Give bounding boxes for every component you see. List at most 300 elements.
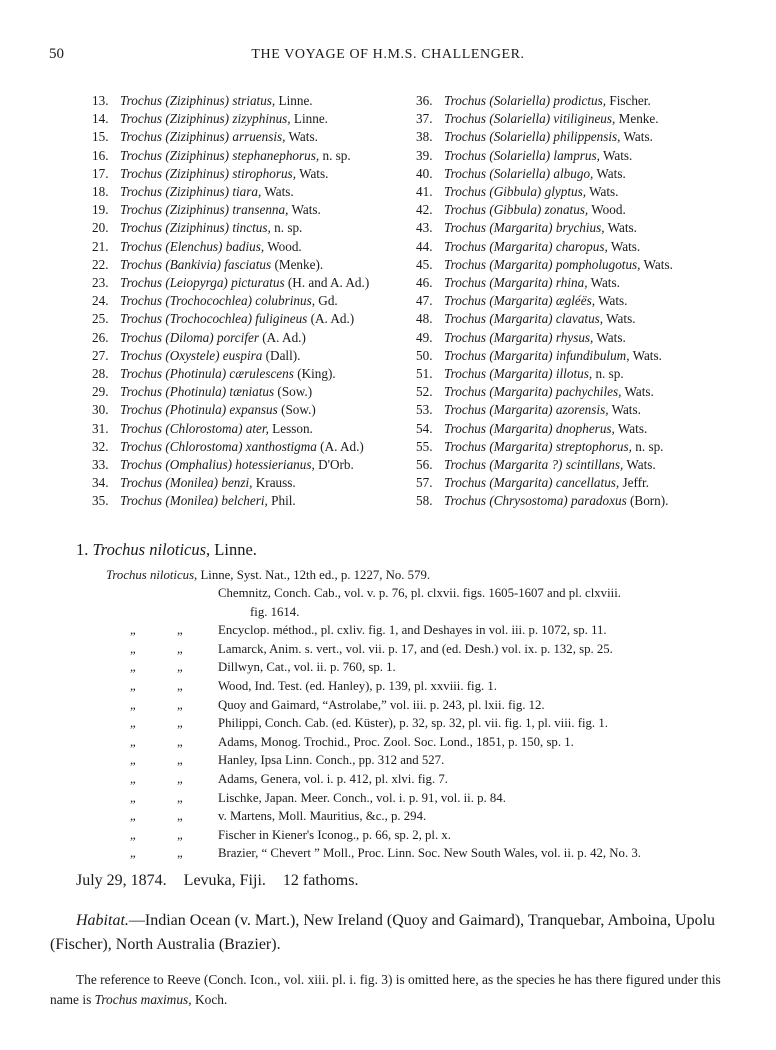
species-genus: Trochus: [444, 256, 487, 272]
synonymy-reference-text: Fischer in Kiener's Iconog., p. 66, sp. 2, pl. x.: [218, 827, 451, 842]
species-author: Wats.: [617, 420, 648, 436]
species-genus: Trochus: [120, 111, 163, 127]
species-subgenus: (Chlorostoma): [165, 438, 243, 454]
habitat-label: Habitat.: [76, 912, 129, 929]
species-name: [120, 292, 338, 310]
species-name: [444, 401, 641, 419]
synonymy-reference-text: Quoy and Gaimard, “Astrolabe,” vol. iii. p. 243, pl. lxii. fig. 12.: [218, 697, 545, 712]
synonymy-reference-text: Lischke, Japan. Meer. Conch., vol. i. p. 91, vol. ii. p. 84.: [218, 790, 506, 805]
synonymy-reference: [218, 770, 732, 789]
species-number: 26.: [92, 329, 109, 345]
species-number: 33.: [92, 457, 109, 473]
note-species: Trochus maximus,: [94, 991, 192, 1007]
species-author: Wats.: [611, 402, 641, 418]
synonymy-reference: [218, 733, 732, 752]
species-author: (Menke).: [274, 256, 324, 272]
species-genus: Trochus: [444, 111, 487, 127]
species-number: 31.: [92, 420, 109, 436]
species-number: 57.: [416, 475, 433, 491]
species-epithet: scintillans,: [565, 457, 624, 473]
synonymy-entry: [0, 677, 776, 696]
species-name: [444, 474, 649, 492]
species-genus: Trochus: [120, 202, 163, 218]
species-subgenus: (Solariella): [489, 165, 551, 181]
species-genus: Trochus: [120, 275, 163, 291]
species-name: [444, 492, 668, 510]
species-genus: Trochus: [444, 457, 487, 473]
species-entry: [92, 329, 414, 347]
note-paragraph: [50, 970, 740, 1009]
species-epithet: belcheri,: [221, 493, 268, 509]
ditto-mark: „: [130, 716, 136, 731]
species-genus: Trochus: [444, 202, 487, 218]
habitat-text: —Indian Ocean (v. Mart.), New Ireland (Quoy and Gaimard), Tranquebar, Amboina, Upolu (Fischer), North Australia (Brazier).: [50, 912, 716, 953]
ditto-mark: „: [130, 660, 136, 675]
species-genus: Trochus: [120, 366, 163, 382]
species-number: 50.: [416, 347, 433, 363]
species-genus: Trochus: [444, 384, 487, 400]
species-epithet: glyptus,: [544, 184, 587, 200]
species-entry: [92, 110, 414, 128]
species-entry: [92, 147, 414, 165]
species-subgenus: (Margarita): [489, 420, 553, 436]
species-subgenus: (Trochocochlea): [165, 311, 252, 327]
species-entry: [92, 256, 414, 274]
species-genus: Trochus: [444, 420, 487, 436]
species-name: [444, 347, 662, 365]
species-subgenus: (Margarita): [489, 366, 553, 382]
species-epithet: benzi,: [221, 475, 253, 491]
species-number: 46.: [416, 275, 433, 291]
species-epithet: cærulescens: [229, 366, 294, 382]
species-author: n. sp.: [595, 366, 624, 382]
species-number: 23.: [92, 275, 109, 291]
ditto-mark: „: [177, 660, 183, 675]
species-author: (H. and A. Ad.): [287, 275, 370, 291]
species-author: (Sow.): [277, 384, 313, 400]
species-genus: Trochus: [444, 147, 487, 163]
synonymy-reference: [218, 696, 732, 715]
species-number: 18.: [92, 184, 109, 200]
ditto-mark: „: [130, 846, 136, 861]
species-epithet: prodictus,: [553, 93, 607, 108]
synonymy-first-name: Trochus niloticus,: [106, 568, 198, 582]
species-author: Phil.: [271, 493, 296, 509]
synonymy-reference-text: Chemnitz, Conch. Cab., vol. v. p. 76, pl. clxvii. figs. 1605-1607 and pl. clxviii.: [218, 586, 621, 600]
species-name: [444, 438, 663, 456]
ditto-mark: „: [177, 641, 183, 656]
species-number: 13.: [92, 93, 109, 108]
species-name: [444, 383, 654, 401]
species-genus: Trochus: [444, 366, 487, 382]
species-name: [120, 201, 321, 219]
species-number: 17.: [92, 165, 109, 181]
species-subgenus: (Photinula): [165, 384, 227, 400]
species-subgenus: (Solariella): [489, 111, 551, 127]
species-author: n. sp.: [635, 438, 664, 454]
species-name: [120, 329, 306, 347]
ditto-mark: „: [130, 641, 136, 656]
species-entry: [92, 92, 414, 110]
synonymy-reference: [218, 789, 732, 808]
species-epithet: tinctus,: [232, 220, 271, 236]
synonymy-reference-text: Encyclop. méthod., pl. cxliv. fig. 1, and Deshayes in vol. iii. p. 1072, sp. 11.: [218, 623, 607, 638]
synonymy-entry: [0, 621, 776, 640]
species-epithet: philippensis,: [553, 129, 621, 145]
species-name: [120, 128, 318, 146]
section-title: [76, 540, 257, 560]
species-number: 53.: [416, 402, 433, 418]
species-entry: [92, 128, 414, 146]
species-genus: Trochus: [120, 293, 163, 309]
species-entry: [92, 183, 414, 201]
species-number: 45.: [416, 256, 433, 272]
synonymy-reference: [218, 751, 732, 770]
synonymy-reference: [218, 677, 732, 696]
species-subgenus: (Margarita): [489, 293, 553, 309]
species-author: D'Orb.: [318, 457, 354, 473]
species-name: [444, 365, 624, 383]
species-subgenus: (Margarita): [489, 475, 553, 491]
section-species-name: Trochus niloticus,: [92, 540, 211, 559]
species-number: 20.: [92, 220, 109, 236]
species-number: 51.: [416, 366, 433, 382]
species-entry: [416, 365, 732, 383]
species-author: (A. Ad.): [310, 311, 355, 327]
species-subgenus: (Leiopyrga): [165, 275, 228, 291]
species-number: 14.: [92, 111, 109, 127]
ditto-mark: „: [130, 678, 136, 693]
ditto-mark: „: [177, 623, 183, 638]
synonymy-entry: [0, 640, 776, 659]
species-name: [444, 238, 640, 256]
synonymy-reference-text: Hanley, Ipsa Linn. Conch., pp. 312 and 527.: [218, 753, 445, 768]
synonymy-reference: [218, 844, 732, 863]
species-name: [120, 401, 316, 419]
species-epithet: stephanephorus,: [232, 147, 320, 163]
species-name: [444, 310, 636, 328]
species-entry: [416, 474, 732, 492]
species-name: [120, 474, 296, 492]
ditto-mark: „: [130, 771, 136, 786]
species-number: 27.: [92, 347, 109, 363]
page-number: 50: [49, 46, 64, 62]
species-author: Wats.: [264, 184, 294, 200]
species-entry: [416, 128, 732, 146]
species-genus: Trochus: [444, 293, 487, 309]
ditto-mark: „: [130, 697, 136, 712]
species-entry: [416, 329, 732, 347]
species-author: Wats.: [598, 293, 628, 309]
species-entry: [416, 147, 732, 165]
species-name: [120, 383, 312, 401]
species-genus: Trochus: [444, 438, 487, 454]
species-number: 24.: [92, 293, 109, 309]
species-subgenus: (Trochocochlea): [165, 293, 252, 309]
species-number: 48.: [416, 311, 433, 327]
ditto-mark: „: [177, 716, 183, 731]
species-author: (A. Ad.): [320, 438, 364, 454]
species-subgenus: (Margarita): [489, 220, 553, 236]
species-number: 55.: [416, 438, 433, 454]
species-genus: Trochus: [120, 311, 163, 327]
synonymy-entry: [0, 751, 776, 770]
species-number: 28.: [92, 366, 109, 382]
species-subgenus: (Ziziphinus): [165, 111, 230, 127]
species-epithet: zizyphinus,: [232, 111, 291, 127]
species-entry: [92, 456, 414, 474]
species-entry: [416, 219, 732, 237]
species-author: Lesson.: [272, 420, 313, 436]
species-entry: [92, 274, 414, 292]
species-entry: [416, 292, 732, 310]
species-entry: [92, 310, 414, 328]
species-subgenus: (Chlorostoma): [165, 420, 243, 436]
species-entry: [92, 219, 414, 237]
species-genus: Trochus: [444, 275, 487, 291]
species-author: Wats.: [610, 238, 641, 254]
running-header: [0, 46, 776, 68]
species-genus: Trochus: [120, 493, 163, 509]
synonymy-entry: [0, 733, 776, 752]
synonymy-reference: [218, 640, 732, 659]
species-genus: Trochus: [444, 311, 487, 327]
species-epithet: infundibulum,: [555, 347, 630, 363]
species-number: 39.: [416, 147, 433, 163]
species-epithet: paradoxus: [571, 493, 627, 509]
species-name: [444, 256, 673, 274]
species-author: Wats.: [606, 311, 636, 327]
synonymy-reference-text: Adams, Genera, vol. i. p. 412, pl. xlvi. fig. 7.: [218, 771, 448, 786]
species-number: 34.: [92, 475, 109, 491]
species-genus: Trochus: [120, 402, 163, 418]
species-genus: Trochus: [444, 493, 487, 509]
species-name: [444, 420, 647, 438]
species-subgenus: (Margarita): [489, 402, 553, 418]
species-genus: Trochus: [444, 220, 487, 236]
species-entry: [416, 165, 732, 183]
species-genus: Trochus: [120, 475, 163, 491]
species-entry: [92, 201, 414, 219]
species-subgenus: (Omphalius): [165, 457, 232, 473]
ditto-mark: „: [177, 734, 183, 749]
species-author: Wats.: [607, 220, 637, 236]
species-epithet: transenna,: [232, 202, 289, 218]
species-name: [444, 219, 637, 237]
species-epithet: rhysus,: [555, 329, 594, 345]
species-name: [444, 201, 626, 219]
synonymy-reference-text: Lamarck, Anim. s. vert., vol. vii. p. 17, and (ed. Desh.) vol. ix. p. 132, sp. 25.: [218, 641, 613, 656]
species-number: 49.: [416, 329, 433, 345]
ditto-mark: „: [130, 734, 136, 749]
species-epithet: streptophorus,: [555, 438, 632, 454]
ditto-mark: „: [177, 790, 183, 805]
species-entry: [92, 420, 414, 438]
species-author: Menke.: [618, 111, 659, 127]
species-name: [120, 238, 302, 256]
species-epithet: rhina,: [555, 275, 588, 291]
species-name: [120, 438, 364, 456]
species-author: Wats.: [589, 184, 619, 200]
species-epithet: ater,: [245, 420, 269, 436]
species-entry: [416, 401, 732, 419]
synonymy-reference-text: Dillwyn, Cat., vol. ii. p. 760, sp. 1.: [218, 660, 396, 675]
species-subgenus: (Diloma): [165, 329, 214, 345]
species-subgenus: (Ziziphinus): [165, 220, 230, 236]
species-entry: [92, 347, 414, 365]
species-entry: [416, 256, 732, 274]
species-name: [120, 420, 313, 438]
species-number: 54.: [416, 420, 433, 436]
species-subgenus: (Margarita ?): [489, 457, 563, 473]
species-genus: Trochus: [120, 220, 163, 236]
species-name: [120, 347, 300, 365]
species-genus: Trochus: [120, 256, 163, 272]
species-number: 40.: [416, 165, 433, 181]
species-name: [444, 183, 618, 201]
species-epithet: hotessierianus,: [235, 457, 315, 473]
species-genus: Trochus: [444, 165, 487, 181]
synonymy-list: [0, 584, 776, 863]
species-subgenus: (Ziziphinus): [165, 184, 230, 200]
species-subgenus: (Gibbula): [489, 202, 542, 218]
species-name: [120, 92, 313, 110]
synonymy-entry: [0, 770, 776, 789]
species-subgenus: (Solariella): [489, 147, 551, 163]
species-genus: Trochus: [444, 238, 487, 254]
species-epithet: striatus,: [232, 93, 276, 108]
species-genus: Trochus: [120, 384, 163, 400]
species-number: 36.: [416, 93, 433, 108]
species-genus: Trochus: [444, 475, 487, 491]
species-number: 44.: [416, 238, 433, 254]
species-epithet: stirophorus,: [232, 165, 296, 181]
species-subgenus: (Ziziphinus): [165, 129, 230, 145]
species-name: [444, 456, 656, 474]
species-author: Wood.: [267, 238, 302, 254]
species-name: [120, 456, 354, 474]
species-subgenus: (Margarita): [489, 347, 553, 363]
ditto-mark: „: [177, 809, 183, 824]
species-author: n. sp.: [274, 220, 303, 236]
species-author: Wats.: [596, 329, 626, 345]
species-subgenus: (Margarita): [489, 275, 553, 291]
species-genus: Trochus: [444, 402, 487, 418]
species-name: [120, 492, 296, 510]
species-name: [120, 165, 328, 183]
synonymy-reference: [218, 807, 732, 826]
species-name: [444, 292, 627, 310]
species-number: 38.: [416, 129, 433, 145]
species-entry: [416, 456, 732, 474]
species-name: [120, 310, 354, 328]
species-author: Wats.: [624, 384, 654, 400]
species-subgenus: (Margarita): [489, 311, 553, 327]
species-epithet: badius,: [225, 238, 265, 254]
species-epithet: arruensis,: [232, 129, 286, 145]
species-number: 21.: [92, 238, 109, 254]
species-epithet: clavatus,: [555, 311, 604, 327]
species-name: [120, 147, 351, 165]
species-number: 16.: [92, 147, 109, 163]
species-name: [120, 110, 328, 128]
species-genus: Trochus: [120, 147, 163, 163]
species-epithet: colubrinus,: [255, 293, 315, 309]
species-author: Krauss.: [255, 475, 296, 491]
synonymy-reference-text: Brazier, “ Chevert ” Moll., Proc. Linn. Soc. New South Wales, vol. ii. p. 42, No. 3.: [218, 846, 641, 861]
species-number: 32.: [92, 438, 109, 454]
ditto-mark: „: [177, 697, 183, 712]
species-name: [444, 329, 626, 347]
species-author: Wats.: [299, 165, 329, 181]
ditto-mark: „: [130, 809, 136, 824]
synonymy-entry: [0, 714, 776, 733]
species-subgenus: (Margarita): [489, 438, 553, 454]
species-entry: [416, 438, 732, 456]
species-entry: [92, 292, 414, 310]
species-epithet: lamprus,: [553, 147, 600, 163]
synonymy-reference: [218, 658, 732, 677]
synonymy-entry: [0, 584, 776, 621]
species-epithet: zonatus,: [544, 202, 589, 218]
species-genus: Trochus: [120, 329, 163, 345]
species-subgenus: (Photinula): [165, 366, 227, 382]
species-genus: Trochus: [120, 184, 163, 200]
note-text: The reference to Reeve (Conch. Icon., vol. xiii. pl. i. fig. 3) is omitted here, as the species he has there figured under this name is: [50, 972, 721, 1007]
species-epithet: ægléës,: [555, 293, 596, 309]
species-number: 56.: [416, 457, 433, 473]
species-author: Wats.: [632, 347, 662, 363]
species-author: Wats.: [643, 256, 673, 272]
species-entry: [92, 365, 414, 383]
species-name: [120, 274, 369, 292]
species-author: Wats.: [590, 275, 620, 291]
species-entry: [416, 492, 732, 510]
synonymy-reference: [218, 826, 732, 845]
station-date: July 29, 1874.: [76, 872, 167, 889]
species-genus: Trochus: [120, 93, 163, 108]
species-name: [444, 128, 653, 146]
species-epithet: xanthostigma: [245, 438, 317, 454]
synonymy-first-ref: Linne, Syst. Nat., 12th ed., p. 1227, No. 579.: [200, 568, 431, 582]
species-entry: [92, 438, 414, 456]
species-name: [444, 165, 626, 183]
species-genus: Trochus: [120, 438, 163, 454]
species-author: n. sp.: [322, 147, 351, 163]
synonymy-entry: [0, 807, 776, 826]
species-genus: Trochus: [120, 165, 163, 181]
species-list-left: [92, 92, 414, 511]
species-epithet: pachychiles,: [555, 384, 622, 400]
species-number: 29.: [92, 384, 109, 400]
species-genus: Trochus: [120, 238, 163, 254]
station-place: Levuka, Fiji.: [183, 872, 266, 889]
species-author: (Dall).: [265, 347, 301, 363]
species-author: (Born).: [630, 493, 669, 509]
species-epithet: picturatus: [231, 275, 285, 291]
species-subgenus: (Solariella): [489, 93, 551, 108]
species-subgenus: (Margarita): [489, 329, 553, 345]
species-number: 19.: [92, 202, 109, 218]
species-list-right: [416, 92, 732, 511]
species-epithet: vitiligineus,: [553, 111, 616, 127]
species-entry: [416, 310, 732, 328]
species-subgenus: (Margarita): [489, 256, 553, 272]
species-epithet: cancellatus,: [555, 475, 620, 491]
species-subgenus: (Margarita): [489, 384, 553, 400]
species-author: Wats.: [623, 129, 653, 145]
species-author: Gd.: [318, 293, 338, 309]
